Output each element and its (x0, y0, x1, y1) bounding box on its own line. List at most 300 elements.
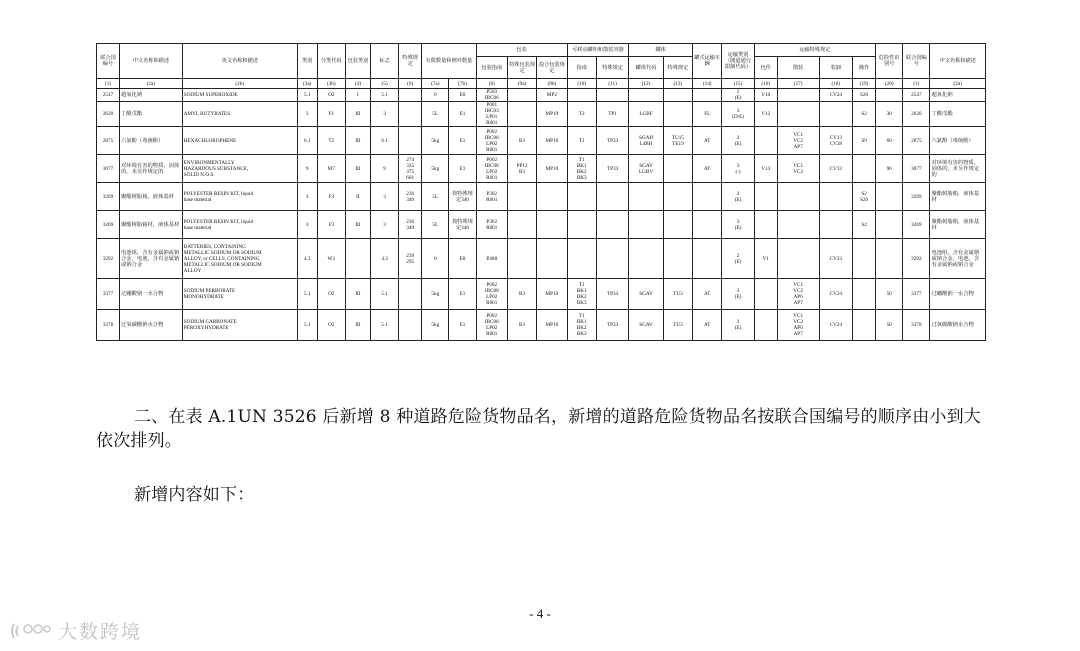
table-cell: B3 (507, 310, 536, 341)
table-cell (399, 127, 422, 155)
table-cell: M7 (317, 155, 345, 183)
dangerous-goods-table (96, 43, 986, 341)
table-cell: 3077 (97, 155, 120, 183)
table-cell: 5kg (422, 310, 449, 341)
table-cell: F1 (317, 102, 345, 127)
table-cell: E1 (449, 155, 476, 183)
table-cell: E0 (449, 239, 476, 279)
table-cell: 3 (D/E) (722, 102, 754, 127)
table-cell: E1 (449, 102, 476, 127)
table-cell: CV24 (819, 89, 852, 102)
table-cell (507, 183, 536, 211)
table-cell: 3 (297, 211, 317, 239)
table-row (97, 102, 986, 127)
header-special-provisions: 特殊规定 (399, 44, 422, 79)
table-cell: 3292 (903, 239, 930, 279)
table-cell (754, 279, 777, 310)
table-cell: ENVIRONMENTALLY HAZARDOUS SUBSTANCE, SOLID N.O.S. (182, 155, 297, 183)
table-cell: 3 (297, 102, 317, 127)
body-paragraph-2: 新增内容如下： (134, 485, 255, 505)
table-cell: 4.3 (370, 239, 398, 279)
table-cell (399, 102, 422, 127)
header-classification-code: 分类代码 (317, 44, 345, 79)
table-cell: 聚酯树脂箱，液体基材 (930, 211, 986, 239)
table-cell: 3 (-) (722, 155, 754, 183)
table-cell: MP19 (537, 102, 567, 127)
table-cell: E1 (449, 310, 476, 341)
watermark (8, 617, 142, 644)
table-cell: CV24 (819, 310, 852, 341)
table-cell: CV24 (819, 279, 852, 310)
header-name-en: 英文名称和描述 (182, 44, 297, 79)
table-cell: LGBF (629, 102, 664, 127)
table-cell: 3378 (903, 310, 930, 341)
table-cell: P408 (476, 239, 507, 279)
table-cell: 5.1 (370, 310, 398, 341)
table-cell: 六氯酚（毒菌酚） (930, 127, 986, 155)
table-cell: TP33 (596, 310, 628, 341)
table-cell: P302 R001 (476, 183, 507, 211)
table-cell: 5kg (422, 155, 449, 183)
table-cell (567, 89, 596, 102)
table-cell: 4.3 (297, 239, 317, 279)
table-cell: 2620 (97, 102, 120, 127)
table-cell: 236 340 (399, 183, 422, 211)
table-cell: 过硼酸钠一水合物 (930, 279, 986, 310)
column-number: (3b) (317, 79, 345, 89)
header-special-transport: 运输特殊规定 (754, 44, 875, 57)
table-cell: MP2 (537, 89, 567, 102)
column-number: (10) (567, 79, 596, 89)
body-paragraph-1: 二、在表 A.1UN 3526 后新增 8 种道路危险货物品名，新增的道路危险货物品名按联合国编号的顺序由小到大依次排列。 (96, 407, 981, 451)
table-cell: 过氧碳酸钠水合物 (120, 310, 183, 341)
column-number: (3a) (297, 79, 317, 89)
header-packing-group: 包装类别 (345, 44, 370, 79)
table-cell: SGAV (629, 279, 664, 310)
table-row (97, 279, 986, 310)
table-cell (754, 183, 777, 211)
table-cell: 电池组，含有金属钠或钠合金，电池，含有金属钠或钠合金 (120, 239, 183, 279)
table-cell (567, 183, 596, 211)
table-cell: 274 335 375 601 (399, 155, 422, 183)
table-cell: P302 R001 (476, 211, 507, 239)
header-tank-code: 罐体代码 (629, 57, 664, 79)
table-cell (507, 239, 536, 279)
table-cell: POLYESTER RESIN KIT, liquid base material (182, 183, 297, 211)
table-body (97, 89, 986, 341)
table-cell: 30 (876, 102, 903, 127)
header-st-operation: 操作 (853, 57, 876, 79)
table-cell: I (345, 89, 370, 102)
column-number: (7a) (422, 79, 449, 89)
table-cell: P503 IBC06 (476, 89, 507, 102)
table-cell (629, 211, 664, 239)
table-cell: 聚酯树脂箱材，液体基材 (120, 211, 183, 239)
table-cell: SODIUM PERBORATE MONOHYDRATE (182, 279, 297, 310)
table-cell: F3 (317, 211, 345, 239)
table-cell (819, 102, 852, 127)
table-cell (629, 183, 664, 211)
table-cell: III (345, 155, 370, 183)
table-cell: O2 (317, 89, 345, 102)
table-cell: 5.1 (370, 279, 398, 310)
table-cell: 超氧化钠 (120, 89, 183, 102)
table-cell: 5L (422, 102, 449, 127)
table-cell: E1 (449, 127, 476, 155)
table-cell: TU3 (663, 279, 692, 310)
column-number-row (97, 79, 986, 89)
table-cell: 3 (370, 183, 398, 211)
table-cell: AT (693, 310, 722, 341)
table-cell: 5kg (422, 279, 449, 310)
header-pt-instr: 指南 (567, 57, 596, 79)
table-cell: 聚酯树脂箱，液体基材 (930, 183, 986, 211)
table-cell: 3 (370, 102, 398, 127)
table-cell: CV23 (819, 239, 852, 279)
table-cell: 3292 (97, 239, 120, 279)
table-cell: 50 (876, 279, 903, 310)
column-number: (4) (345, 79, 370, 89)
table-cell (754, 127, 777, 155)
column-number: (16) (754, 79, 777, 89)
table-cell: 2620 (903, 102, 930, 127)
header-limited-excepted: 有限数量和例外数量 (422, 44, 476, 79)
table-cell: 2 (E) (722, 127, 754, 155)
table-cell: 过氧碳酸钠水合物 (930, 310, 986, 341)
header-name-cn-2: 中文名称和描述 (930, 44, 986, 79)
table-cell: CV13 CV28 (819, 127, 852, 155)
table-cell: B3 (507, 279, 536, 310)
table-cell: 过硼酸钠一水合物 (120, 279, 183, 310)
table-row (97, 183, 986, 211)
table-cell: 0 (422, 239, 449, 279)
table-cell (537, 211, 567, 239)
table-cell: 超氧化钠 (930, 89, 986, 102)
table-cell: 3269 (97, 183, 120, 211)
table-header (97, 44, 986, 89)
table-cell: MP10 (537, 279, 567, 310)
column-number: (17) (777, 79, 819, 89)
table-cell: III (345, 310, 370, 341)
table-cell: 丁酸戊酯 (930, 102, 986, 127)
table-cell: CV13 (819, 155, 852, 183)
table-cell (819, 183, 852, 211)
column-number: (8) (476, 79, 507, 89)
table-cell (507, 102, 536, 127)
table-row (97, 89, 986, 102)
table-cell: 5.1 (297, 89, 317, 102)
table-cell: E0 (449, 89, 476, 102)
column-number: (9b) (537, 79, 567, 89)
table-cell: III (345, 211, 370, 239)
table-cell: 5L (422, 183, 449, 211)
table-cell: P002 IBC08 LP02 R001 (476, 310, 507, 341)
watermark-text: 大数跨境 (58, 621, 143, 643)
table-cell: 按特殊规定340 (449, 211, 476, 239)
table-cell: 5kg (422, 127, 449, 155)
table-cell: 对环境有害的物质，固体的，未另作规定的 (930, 155, 986, 183)
column-number: (7b) (449, 79, 476, 89)
table-cell: SGAV LGBV (629, 155, 664, 183)
table-cell (819, 211, 852, 239)
header-st-loading: 装卸 (819, 57, 852, 79)
header-tanks: 罐体 (629, 44, 693, 57)
table-cell: 5.1 (297, 310, 317, 341)
table-cell: VC1 VC2 AP6 AP7 (777, 279, 819, 310)
table-cell: 5.1 (297, 279, 317, 310)
table-cell: TU15 TE19 (663, 127, 692, 155)
table-cell: O2 (317, 279, 345, 310)
table-cell (777, 102, 819, 127)
table-cell: SGAV (629, 310, 664, 341)
column-number: (20) (876, 79, 903, 89)
table-cell: III (345, 127, 370, 155)
header-class: 类别 (297, 44, 317, 79)
column-number: (12) (629, 79, 664, 89)
table-cell: S2 (853, 211, 876, 239)
table-cell (693, 183, 722, 211)
table-cell (777, 239, 819, 279)
table-cell (754, 211, 777, 239)
table-cell: BATTERIES, CONTAINING METALLIC SODIUM OR SODIUM ALLOY, or CELLS, CONTAINING METALLIC SODIUM OR SODIUM ALLOY (182, 239, 297, 279)
table-cell: 90 (876, 155, 903, 183)
table-cell: TU3 (663, 310, 692, 341)
table-cell: TP33 (596, 127, 628, 155)
table-cell: AT (693, 155, 722, 183)
table-cell: T1 BK1 BK2 BK3 (567, 155, 596, 183)
column-number: (9a) (507, 79, 536, 89)
column-number: (13) (663, 79, 692, 89)
table-cell: T1 (567, 127, 596, 155)
table-cell: W3 (317, 239, 345, 279)
table-cell: 60 (876, 127, 903, 155)
table-cell (853, 310, 876, 341)
table-cell: HEXACHLOROPHENE (182, 127, 297, 155)
table-cell: 3 (E) (722, 310, 754, 341)
column-number: (19) (853, 79, 876, 89)
table-cell: O2 (317, 310, 345, 341)
table-cell (777, 183, 819, 211)
table-cell: TP1 (596, 102, 628, 127)
table-cell: TP33 (596, 279, 628, 310)
table-cell (399, 310, 422, 341)
header-tank-special: 特殊规定 (663, 57, 692, 79)
table-cell (754, 310, 777, 341)
table-cell: 2547 (97, 89, 120, 102)
table-cell: VC1 VC2 AP7 (777, 127, 819, 155)
column-number: (15) (722, 79, 754, 89)
table-cell: 239 295 (399, 239, 422, 279)
table-cell: III (345, 279, 370, 310)
table-cell (596, 211, 628, 239)
header-portable-tanks: 可移动罐柜和散装容器 (567, 44, 629, 57)
table-cell: MP10 (537, 310, 567, 341)
table-cell (596, 239, 628, 279)
table-cell: POLYESTER RESIN KIT, liquid base material (182, 211, 297, 239)
table-cell (567, 211, 596, 239)
column-number: (14) (693, 79, 722, 89)
table-cell: P002 IBC08 LP02 R001 (476, 155, 507, 183)
table-cell: 丁酸戊酯 (120, 102, 183, 127)
table-cell (853, 155, 876, 183)
table-cell (777, 211, 819, 239)
header-pkg-special: 特殊包装规定 (507, 57, 536, 79)
table-cell: V1 (754, 239, 777, 279)
table-cell: 对环境有害的物质，固体的，未另作规定的 (120, 155, 183, 183)
column-number: (2a) (120, 79, 183, 89)
table-cell (693, 89, 722, 102)
table-cell: 电池组，含有金属钠或钠合金，电池，含有金属钠或钠合金 (930, 239, 986, 279)
table-cell (663, 155, 692, 183)
column-number: (5) (370, 79, 398, 89)
table-cell: 5.1 (370, 89, 398, 102)
table-cell: T2 (567, 102, 596, 127)
table-cell: 2 (E) (722, 183, 754, 211)
table-cell (596, 89, 628, 102)
table-cell: 50 (876, 310, 903, 341)
table-cell: 236 340 (399, 211, 422, 239)
header-un-no: 联合国编号 (97, 44, 120, 79)
table-cell: 3077 (903, 155, 930, 183)
column-number: (18) (819, 79, 852, 89)
table-cell: S9 (853, 127, 876, 155)
table-cell: 3377 (903, 279, 930, 310)
column-number: (1) (97, 79, 120, 89)
table-cell: III (345, 102, 370, 127)
table-cell: AMYL BUTYRATES (182, 102, 297, 127)
table-cell: MP10 (537, 127, 567, 155)
table-cell: B3 (507, 127, 536, 155)
header-st-bulk: 散装 (777, 57, 819, 79)
table-cell (596, 183, 628, 211)
table-cell: 3 (E) (722, 211, 754, 239)
table-row (97, 310, 986, 341)
table-cell (537, 239, 567, 279)
table-cell (507, 89, 536, 102)
table-cell (693, 211, 722, 239)
table-cell: 3378 (97, 310, 120, 341)
table-cell (399, 89, 422, 102)
column-number: (6) (399, 79, 422, 89)
table-cell: 9 (370, 155, 398, 183)
table-row (97, 239, 986, 279)
table-cell: SGAH L4BH (629, 127, 664, 155)
table-cell: S2 S20 (853, 183, 876, 211)
table-row (97, 211, 986, 239)
table-cell: 2875 (903, 127, 930, 155)
table-cell (663, 102, 692, 127)
table-row (97, 155, 986, 183)
table-cell: AT (693, 127, 722, 155)
header-un-no-2: 联合国编号 (903, 44, 930, 79)
table-cell: 六氯酚（毒菌酚） (120, 127, 183, 155)
table-cell (399, 279, 422, 310)
table-cell (663, 211, 692, 239)
table-cell: P001 IBC03 LP01 R001 (476, 102, 507, 127)
table-cell: VC1 VC2 AP6 AP7 (777, 310, 819, 341)
table-cell: 3 (370, 211, 398, 239)
table-cell (345, 239, 370, 279)
page-number: - 4 - (529, 606, 551, 621)
table-cell: 6.1 (297, 127, 317, 155)
table-cell (663, 89, 692, 102)
table-cell: 2875 (97, 127, 120, 155)
table-cell: FL (693, 102, 722, 127)
table-cell: V12 (754, 102, 777, 127)
header-pkg-instr: 包装指南 (476, 57, 507, 79)
table-cell: SODIUM SUPEROXIDE (182, 89, 297, 102)
table-cell: V10 (754, 89, 777, 102)
table-cell (853, 279, 876, 310)
table-cell (507, 211, 536, 239)
table-cell (663, 183, 692, 211)
table-cell: T1 BK1 BK2 BK3 (567, 279, 596, 310)
table-cell: 3 (E) (722, 279, 754, 310)
table-cell: F3 (317, 183, 345, 211)
table-cell: 聚酯树脂箱，液体基材 (120, 183, 183, 211)
table-cell (663, 239, 692, 279)
brand-logo-icon (8, 620, 52, 642)
header-name-cn: 中文名称和描述 (120, 44, 183, 79)
table-cell: 6.1 (370, 127, 398, 155)
table-cell: E1 (449, 279, 476, 310)
table-cell: PP12 B3 (507, 155, 536, 183)
table-cell (876, 89, 903, 102)
table-cell (629, 239, 664, 279)
table-cell: SODIUM CARBONATE PEROXYHYDRATE (182, 310, 297, 341)
table-cell (693, 239, 722, 279)
table-cell: P002 IBC08 LP02 R001 (476, 127, 507, 155)
table-cell (853, 239, 876, 279)
table-cell: MP10 (537, 155, 567, 183)
table-cell: TP33 (596, 155, 628, 183)
header-pt-special: 特殊规定 (596, 57, 628, 79)
table-cell: 2 (E) (722, 239, 754, 279)
table-cell: 3377 (97, 279, 120, 310)
table-cell: 3269 (903, 211, 930, 239)
header-transport-category: 运输类别（隧道通行限制代码） (722, 44, 754, 79)
header-hazard-id: 危险性识别号 (876, 44, 903, 79)
table-cell (876, 239, 903, 279)
table-cell: 按特殊规定340 (449, 183, 476, 211)
table-cell: 5L (422, 211, 449, 239)
column-number: (11) (596, 79, 628, 89)
column-number: (2b) (182, 79, 297, 89)
header-vehicle-for-tank: 罐式运输车辆 (693, 44, 722, 79)
table-cell (876, 211, 903, 239)
header-packaging: 包装 (476, 44, 567, 57)
table-cell: 3269 (903, 183, 930, 211)
table-cell (567, 239, 596, 279)
table-cell: VC1 VC2 (777, 155, 819, 183)
header-st-packages: 包件 (754, 57, 777, 79)
column-number: (1) (903, 79, 930, 89)
table-cell: P002 IBC08 LP02 R001 (476, 279, 507, 310)
table-cell: 0 (422, 89, 449, 102)
table-cell: 1 (E) (722, 89, 754, 102)
table-cell: 2547 (903, 89, 930, 102)
table-cell (777, 89, 819, 102)
table-cell: V13 (754, 155, 777, 183)
table-cell (537, 183, 567, 211)
table-cell (876, 183, 903, 211)
table-cell (629, 89, 664, 102)
column-number: (2a) (930, 79, 986, 89)
table-cell: T2 (317, 127, 345, 155)
table-cell: 3 (297, 183, 317, 211)
table-cell: T1 BK1 BK2 BK3 (567, 310, 596, 341)
table-row (97, 127, 986, 155)
